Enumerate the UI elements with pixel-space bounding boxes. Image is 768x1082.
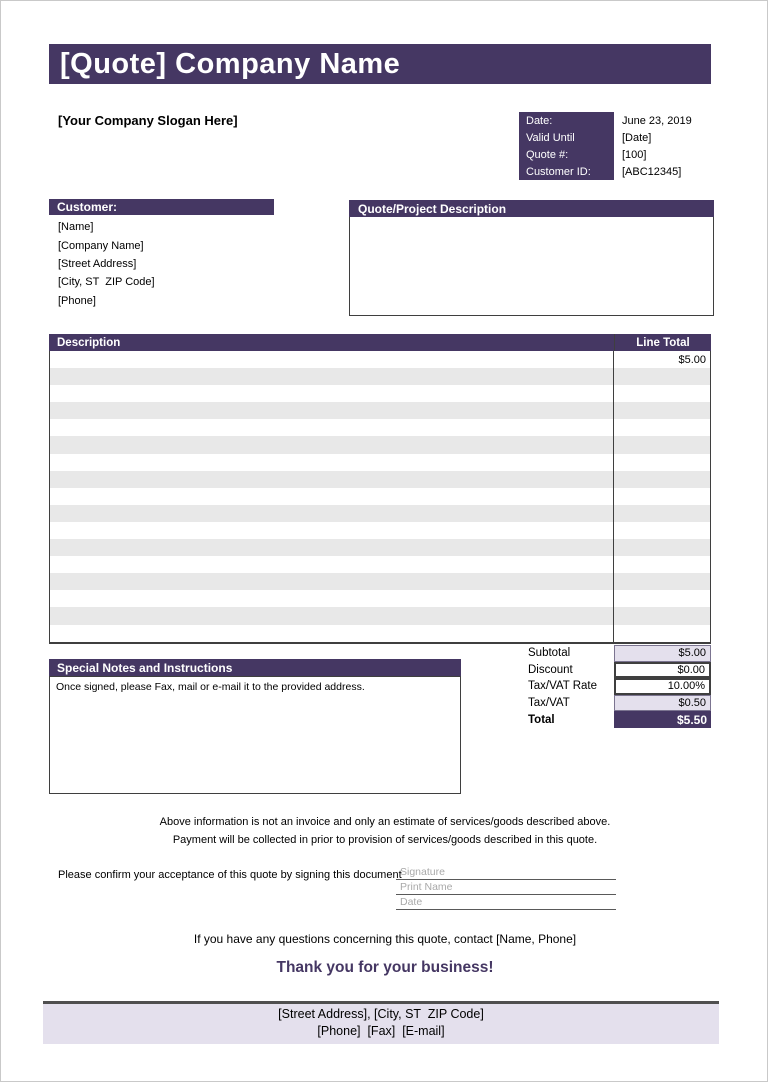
item-line-total-cell[interactable]: [613, 556, 710, 573]
item-row: [50, 471, 710, 488]
item-row: [50, 402, 710, 419]
quote-info-label: Valid Until: [519, 129, 614, 146]
customer-header-label: Customer:: [57, 200, 118, 214]
totals-value[interactable]: 10.00%: [614, 678, 711, 695]
item-description-cell[interactable]: [50, 522, 613, 539]
item-line-total-cell[interactable]: $5.00: [613, 351, 710, 368]
item-line-total-cell[interactable]: [613, 454, 710, 471]
item-description-cell[interactable]: [50, 573, 613, 590]
footer-phone-line: [Phone] [Fax] [E-mail]: [317, 1024, 445, 1038]
item-line-total-cell[interactable]: [613, 488, 710, 505]
item-row: [50, 522, 710, 539]
item-description-cell[interactable]: [50, 539, 613, 556]
quote-info-value[interactable]: [100]: [622, 148, 647, 161]
customer-address-block: [58, 218, 155, 310]
item-description-cell[interactable]: [50, 471, 613, 488]
item-description-cell[interactable]: [50, 505, 613, 522]
item-row: [50, 607, 710, 624]
project-description-section: [349, 200, 714, 316]
item-description-cell[interactable]: [50, 436, 613, 453]
item-description-cell[interactable]: [50, 368, 613, 385]
special-notes-header-label: Special Notes and Instructions: [57, 660, 233, 675]
items-table-header: [49, 334, 711, 351]
company-slogan: [Your Company Slogan Here]: [58, 113, 238, 128]
line-total-column-header: Line Total: [614, 334, 711, 351]
quote-info-value[interactable]: [Date]: [622, 131, 652, 144]
quote-info-label: Customer ID:: [519, 163, 614, 180]
quote-info-box: [519, 112, 711, 180]
acceptance-instruction: Please confirm your acceptance of this quote by signing this document: [58, 869, 402, 881]
disclaimer-line-1: Above information is not an invoice and only an estimate of services/goods described above.: [159, 816, 611, 828]
disclaimer-line-2: Payment will be collected in prior to provision of services/goods described in this quote.: [172, 834, 598, 846]
totals-label: Discount: [528, 663, 573, 676]
description-column-header: Description: [57, 336, 121, 349]
quote-info-row: [519, 163, 711, 180]
item-row: [50, 385, 710, 402]
item-row: [50, 505, 710, 522]
totals-label: Total: [528, 713, 555, 726]
quote-info-row: [519, 129, 711, 146]
quote-info-value[interactable]: [ABC12345]: [622, 165, 682, 178]
contact-line: If you have any questions concerning this quote, contact [Name, Phone]: [193, 932, 577, 946]
project-description-body[interactable]: [350, 217, 713, 223]
totals-label: Tax/VAT Rate: [528, 680, 598, 693]
item-line-total-cell[interactable]: [613, 368, 710, 385]
special-notes-body[interactable]: Once signed, please Fax, mail or e-mail it to the provided address.: [49, 676, 461, 794]
signature-field[interactable]: Date: [396, 895, 616, 910]
item-line-total-cell[interactable]: [613, 436, 710, 453]
totals-label: Tax/VAT: [528, 697, 570, 710]
item-description-cell[interactable]: [50, 419, 613, 436]
signature-field[interactable]: Print Name: [396, 880, 616, 895]
items-table-body: [49, 351, 711, 644]
item-row: [50, 556, 710, 573]
footer-bar: [43, 1001, 719, 1044]
item-line-total-cell[interactable]: [613, 385, 710, 402]
customer-line[interactable]: [Company Name]: [58, 239, 144, 252]
item-line-total-cell[interactable]: [613, 505, 710, 522]
item-description-cell[interactable]: [50, 625, 613, 642]
item-description-cell[interactable]: [50, 607, 613, 624]
totals-value[interactable]: $0.00: [614, 662, 711, 679]
signature-block: [396, 865, 616, 910]
quote-info-label: Date:: [519, 112, 614, 129]
customer-section-header: [49, 199, 274, 215]
item-description-cell[interactable]: [50, 402, 613, 419]
totals-value[interactable]: $5.50: [614, 711, 711, 728]
item-line-total-cell[interactable]: [613, 573, 710, 590]
item-description-cell[interactable]: [50, 454, 613, 471]
customer-line[interactable]: [Name]: [58, 221, 94, 234]
item-line-total-cell[interactable]: [613, 471, 710, 488]
project-description-header: [349, 200, 714, 217]
quote-info-row: [519, 146, 711, 163]
item-line-total-cell[interactable]: [613, 607, 710, 624]
item-row: [50, 488, 710, 505]
thank-you-line: Thank you for your business!: [276, 959, 494, 976]
header-banner: [49, 44, 711, 84]
item-row: [50, 419, 710, 436]
project-description-header-label: Quote/Project Description: [358, 201, 507, 216]
item-row: [50, 573, 710, 590]
item-description-cell[interactable]: [50, 590, 613, 607]
customer-line[interactable]: [Phone]: [58, 294, 96, 307]
item-description-cell[interactable]: [50, 488, 613, 505]
signature-field[interactable]: Signature: [396, 865, 616, 880]
items-table: [49, 334, 711, 644]
totals-value[interactable]: $0.50: [614, 695, 711, 712]
item-row: [50, 436, 710, 453]
disclaimer-block: [1, 813, 768, 849]
item-line-total-cell[interactable]: [613, 590, 710, 607]
company-name-title: [Quote] Company Name: [60, 47, 401, 80]
item-line-total-cell[interactable]: [613, 522, 710, 539]
item-description-cell[interactable]: [50, 556, 613, 573]
customer-line[interactable]: [City, ST ZIP Code]: [58, 276, 155, 289]
footer-address-line: [Street Address], [City, ST ZIP Code]: [278, 1007, 484, 1021]
item-line-total-cell[interactable]: [613, 402, 710, 419]
quote-info-row: [519, 112, 711, 129]
item-line-total-cell[interactable]: [613, 419, 710, 436]
item-row: [50, 590, 710, 607]
item-description-cell[interactable]: [50, 351, 613, 368]
item-row: [50, 454, 710, 471]
item-line-total-cell[interactable]: [613, 625, 710, 642]
totals-value[interactable]: $5.00: [614, 645, 711, 662]
item-row: [50, 351, 710, 368]
totals-label: Subtotal: [528, 647, 571, 660]
item-row: [50, 625, 710, 642]
quote-info-value[interactable]: June 23, 2019: [622, 114, 692, 127]
item-row: [50, 539, 710, 556]
quote-info-label: Quote #:: [519, 146, 614, 163]
item-description-cell[interactable]: [50, 385, 613, 402]
special-notes-header: [49, 659, 461, 676]
customer-line[interactable]: [Street Address]: [58, 257, 137, 270]
item-row: [50, 368, 710, 385]
item-line-total-cell[interactable]: [613, 539, 710, 556]
